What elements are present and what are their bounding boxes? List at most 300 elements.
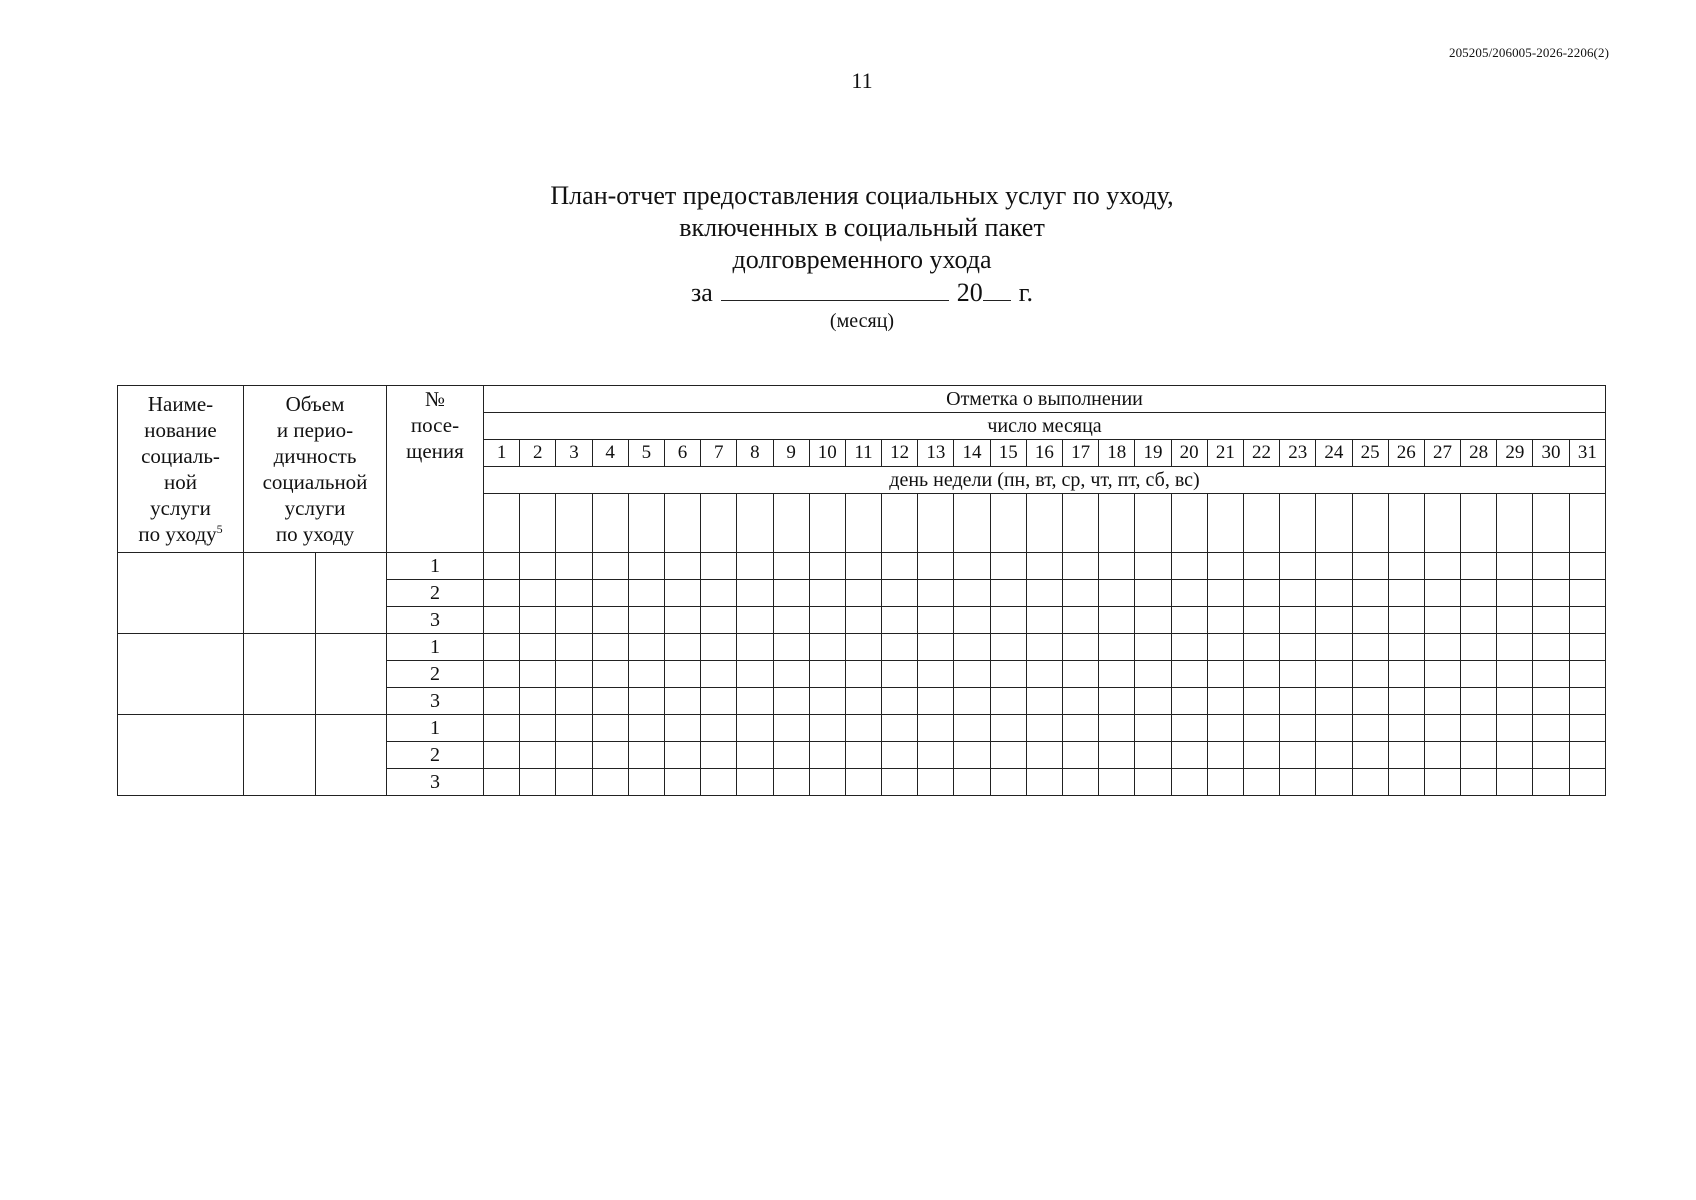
execution-mark-cell[interactable] <box>1207 634 1243 661</box>
execution-mark-cell[interactable] <box>1243 553 1279 580</box>
weekday-mark-cell[interactable] <box>1533 494 1569 553</box>
execution-mark-cell[interactable] <box>701 634 737 661</box>
execution-mark-cell[interactable] <box>1280 634 1316 661</box>
execution-mark-cell[interactable] <box>1135 661 1171 688</box>
weekday-mark-cell[interactable] <box>1207 494 1243 553</box>
execution-mark-cell[interactable] <box>1461 634 1497 661</box>
execution-mark-cell[interactable] <box>1497 715 1533 742</box>
execution-mark-cell[interactable] <box>1135 553 1171 580</box>
weekday-mark-cell[interactable] <box>737 494 773 553</box>
execution-mark-cell[interactable] <box>1461 688 1497 715</box>
execution-mark-cell[interactable] <box>954 661 990 688</box>
execution-mark-cell[interactable] <box>1099 553 1135 580</box>
year-blank-field[interactable] <box>983 276 1011 301</box>
execution-mark-cell[interactable] <box>773 715 809 742</box>
weekday-mark-cell[interactable] <box>990 494 1026 553</box>
execution-mark-cell[interactable] <box>1207 661 1243 688</box>
execution-mark-cell[interactable] <box>1388 661 1424 688</box>
execution-mark-cell[interactable] <box>882 715 918 742</box>
execution-mark-cell[interactable] <box>1280 607 1316 634</box>
execution-mark-cell[interactable] <box>882 553 918 580</box>
execution-mark-cell[interactable] <box>1099 634 1135 661</box>
execution-mark-cell[interactable] <box>1207 742 1243 769</box>
execution-mark-cell[interactable] <box>1243 661 1279 688</box>
execution-mark-cell[interactable] <box>737 580 773 607</box>
execution-mark-cell[interactable] <box>592 742 628 769</box>
execution-mark-cell[interactable] <box>1352 742 1388 769</box>
execution-mark-cell[interactable] <box>1280 715 1316 742</box>
execution-mark-cell[interactable] <box>484 742 520 769</box>
execution-mark-cell[interactable] <box>1352 634 1388 661</box>
execution-mark-cell[interactable] <box>1569 742 1605 769</box>
execution-mark-cell[interactable] <box>1063 553 1099 580</box>
execution-mark-cell[interactable] <box>592 634 628 661</box>
execution-mark-cell[interactable] <box>845 580 881 607</box>
execution-mark-cell[interactable] <box>1388 634 1424 661</box>
execution-mark-cell[interactable] <box>701 742 737 769</box>
execution-mark-cell[interactable] <box>520 769 556 796</box>
execution-mark-cell[interactable] <box>556 607 592 634</box>
execution-mark-cell[interactable] <box>1026 715 1062 742</box>
execution-mark-cell[interactable] <box>701 553 737 580</box>
execution-mark-cell[interactable] <box>1063 769 1099 796</box>
weekday-mark-cell[interactable] <box>1280 494 1316 553</box>
execution-mark-cell[interactable] <box>1461 580 1497 607</box>
execution-mark-cell[interactable] <box>1063 607 1099 634</box>
execution-mark-cell[interactable] <box>845 607 881 634</box>
weekday-mark-cell[interactable] <box>484 494 520 553</box>
execution-mark-cell[interactable] <box>701 661 737 688</box>
execution-mark-cell[interactable] <box>1461 607 1497 634</box>
execution-mark-cell[interactable] <box>1063 742 1099 769</box>
execution-mark-cell[interactable] <box>1280 742 1316 769</box>
execution-mark-cell[interactable] <box>882 661 918 688</box>
execution-mark-cell[interactable] <box>990 553 1026 580</box>
execution-mark-cell[interactable] <box>1171 688 1207 715</box>
execution-mark-cell[interactable] <box>1280 661 1316 688</box>
execution-mark-cell[interactable] <box>1099 715 1135 742</box>
execution-mark-cell[interactable] <box>1424 715 1460 742</box>
execution-mark-cell[interactable] <box>918 715 954 742</box>
execution-mark-cell[interactable] <box>1243 634 1279 661</box>
execution-mark-cell[interactable] <box>592 769 628 796</box>
weekday-mark-cell[interactable] <box>1352 494 1388 553</box>
service-periodicity-cell[interactable] <box>316 553 387 634</box>
execution-mark-cell[interactable] <box>484 580 520 607</box>
execution-mark-cell[interactable] <box>1497 769 1533 796</box>
execution-mark-cell[interactable] <box>918 580 954 607</box>
execution-mark-cell[interactable] <box>1497 661 1533 688</box>
weekday-mark-cell[interactable] <box>592 494 628 553</box>
execution-mark-cell[interactable] <box>1243 715 1279 742</box>
execution-mark-cell[interactable] <box>701 607 737 634</box>
execution-mark-cell[interactable] <box>1243 688 1279 715</box>
execution-mark-cell[interactable] <box>845 661 881 688</box>
execution-mark-cell[interactable] <box>882 688 918 715</box>
execution-mark-cell[interactable] <box>809 580 845 607</box>
execution-mark-cell[interactable] <box>809 553 845 580</box>
execution-mark-cell[interactable] <box>1171 553 1207 580</box>
execution-mark-cell[interactable] <box>882 742 918 769</box>
execution-mark-cell[interactable] <box>1171 580 1207 607</box>
execution-mark-cell[interactable] <box>954 634 990 661</box>
execution-mark-cell[interactable] <box>737 553 773 580</box>
execution-mark-cell[interactable] <box>954 688 990 715</box>
execution-mark-cell[interactable] <box>1461 553 1497 580</box>
execution-mark-cell[interactable] <box>918 553 954 580</box>
execution-mark-cell[interactable] <box>556 769 592 796</box>
execution-mark-cell[interactable] <box>1207 553 1243 580</box>
weekday-mark-cell[interactable] <box>1243 494 1279 553</box>
execution-mark-cell[interactable] <box>1063 661 1099 688</box>
execution-mark-cell[interactable] <box>918 607 954 634</box>
execution-mark-cell[interactable] <box>484 634 520 661</box>
execution-mark-cell[interactable] <box>1243 742 1279 769</box>
execution-mark-cell[interactable] <box>1207 769 1243 796</box>
execution-mark-cell[interactable] <box>1352 661 1388 688</box>
execution-mark-cell[interactable] <box>1063 634 1099 661</box>
execution-mark-cell[interactable] <box>773 553 809 580</box>
execution-mark-cell[interactable] <box>809 607 845 634</box>
execution-mark-cell[interactable] <box>1533 688 1569 715</box>
service-name-cell[interactable] <box>118 634 244 715</box>
weekday-mark-cell[interactable] <box>556 494 592 553</box>
execution-mark-cell[interactable] <box>664 742 700 769</box>
execution-mark-cell[interactable] <box>664 607 700 634</box>
weekday-mark-cell[interactable] <box>1497 494 1533 553</box>
execution-mark-cell[interactable] <box>1352 553 1388 580</box>
service-periodicity-cell[interactable] <box>316 634 387 715</box>
execution-mark-cell[interactable] <box>773 742 809 769</box>
execution-mark-cell[interactable] <box>882 634 918 661</box>
execution-mark-cell[interactable] <box>592 553 628 580</box>
execution-mark-cell[interactable] <box>737 661 773 688</box>
execution-mark-cell[interactable] <box>1243 580 1279 607</box>
execution-mark-cell[interactable] <box>628 688 664 715</box>
execution-mark-cell[interactable] <box>1243 607 1279 634</box>
weekday-mark-cell[interactable] <box>882 494 918 553</box>
execution-mark-cell[interactable] <box>628 661 664 688</box>
execution-mark-cell[interactable] <box>1171 769 1207 796</box>
execution-mark-cell[interactable] <box>1135 607 1171 634</box>
execution-mark-cell[interactable] <box>1026 634 1062 661</box>
execution-mark-cell[interactable] <box>1388 742 1424 769</box>
execution-mark-cell[interactable] <box>1316 634 1352 661</box>
execution-mark-cell[interactable] <box>1135 634 1171 661</box>
execution-mark-cell[interactable] <box>1424 553 1460 580</box>
execution-mark-cell[interactable] <box>1280 580 1316 607</box>
execution-mark-cell[interactable] <box>628 715 664 742</box>
execution-mark-cell[interactable] <box>990 715 1026 742</box>
execution-mark-cell[interactable] <box>1099 769 1135 796</box>
execution-mark-cell[interactable] <box>1171 715 1207 742</box>
execution-mark-cell[interactable] <box>1497 553 1533 580</box>
execution-mark-cell[interactable] <box>592 580 628 607</box>
execution-mark-cell[interactable] <box>773 607 809 634</box>
execution-mark-cell[interactable] <box>1207 607 1243 634</box>
execution-mark-cell[interactable] <box>1171 661 1207 688</box>
execution-mark-cell[interactable] <box>556 688 592 715</box>
execution-mark-cell[interactable] <box>1569 715 1605 742</box>
execution-mark-cell[interactable] <box>1207 580 1243 607</box>
execution-mark-cell[interactable] <box>1533 661 1569 688</box>
execution-mark-cell[interactable] <box>1099 580 1135 607</box>
execution-mark-cell[interactable] <box>1461 715 1497 742</box>
execution-mark-cell[interactable] <box>1569 580 1605 607</box>
execution-mark-cell[interactable] <box>809 661 845 688</box>
weekday-mark-cell[interactable] <box>1063 494 1099 553</box>
execution-mark-cell[interactable] <box>701 769 737 796</box>
execution-mark-cell[interactable] <box>484 715 520 742</box>
execution-mark-cell[interactable] <box>664 553 700 580</box>
execution-mark-cell[interactable] <box>1352 688 1388 715</box>
execution-mark-cell[interactable] <box>954 553 990 580</box>
execution-mark-cell[interactable] <box>556 580 592 607</box>
execution-mark-cell[interactable] <box>773 634 809 661</box>
execution-mark-cell[interactable] <box>1316 715 1352 742</box>
execution-mark-cell[interactable] <box>737 769 773 796</box>
execution-mark-cell[interactable] <box>1569 607 1605 634</box>
execution-mark-cell[interactable] <box>1352 769 1388 796</box>
execution-mark-cell[interactable] <box>882 607 918 634</box>
execution-mark-cell[interactable] <box>809 769 845 796</box>
execution-mark-cell[interactable] <box>954 769 990 796</box>
execution-mark-cell[interactable] <box>1497 580 1533 607</box>
weekday-mark-cell[interactable] <box>1135 494 1171 553</box>
month-blank-field[interactable] <box>721 276 949 301</box>
execution-mark-cell[interactable] <box>1026 661 1062 688</box>
execution-mark-cell[interactable] <box>628 607 664 634</box>
weekday-mark-cell[interactable] <box>520 494 556 553</box>
execution-mark-cell[interactable] <box>592 715 628 742</box>
execution-mark-cell[interactable] <box>918 742 954 769</box>
execution-mark-cell[interactable] <box>1207 688 1243 715</box>
execution-mark-cell[interactable] <box>1388 715 1424 742</box>
execution-mark-cell[interactable] <box>701 715 737 742</box>
execution-mark-cell[interactable] <box>809 715 845 742</box>
execution-mark-cell[interactable] <box>1352 607 1388 634</box>
execution-mark-cell[interactable] <box>1533 607 1569 634</box>
weekday-mark-cell[interactable] <box>1316 494 1352 553</box>
execution-mark-cell[interactable] <box>520 553 556 580</box>
execution-mark-cell[interactable] <box>1424 688 1460 715</box>
execution-mark-cell[interactable] <box>954 607 990 634</box>
execution-mark-cell[interactable] <box>990 769 1026 796</box>
execution-mark-cell[interactable] <box>1316 688 1352 715</box>
execution-mark-cell[interactable] <box>1135 742 1171 769</box>
execution-mark-cell[interactable] <box>737 715 773 742</box>
execution-mark-cell[interactable] <box>520 634 556 661</box>
execution-mark-cell[interactable] <box>1533 715 1569 742</box>
execution-mark-cell[interactable] <box>918 661 954 688</box>
execution-mark-cell[interactable] <box>556 634 592 661</box>
execution-mark-cell[interactable] <box>556 553 592 580</box>
execution-mark-cell[interactable] <box>1316 553 1352 580</box>
execution-mark-cell[interactable] <box>1280 769 1316 796</box>
execution-mark-cell[interactable] <box>1026 688 1062 715</box>
execution-mark-cell[interactable] <box>1569 688 1605 715</box>
execution-mark-cell[interactable] <box>918 769 954 796</box>
execution-mark-cell[interactable] <box>664 580 700 607</box>
execution-mark-cell[interactable] <box>1388 553 1424 580</box>
execution-mark-cell[interactable] <box>845 553 881 580</box>
execution-mark-cell[interactable] <box>1026 742 1062 769</box>
weekday-mark-cell[interactable] <box>1388 494 1424 553</box>
weekday-mark-cell[interactable] <box>664 494 700 553</box>
execution-mark-cell[interactable] <box>1063 715 1099 742</box>
weekday-mark-cell[interactable] <box>1461 494 1497 553</box>
execution-mark-cell[interactable] <box>664 634 700 661</box>
execution-mark-cell[interactable] <box>556 661 592 688</box>
execution-mark-cell[interactable] <box>1424 607 1460 634</box>
execution-mark-cell[interactable] <box>520 715 556 742</box>
execution-mark-cell[interactable] <box>773 661 809 688</box>
execution-mark-cell[interactable] <box>520 580 556 607</box>
execution-mark-cell[interactable] <box>1026 769 1062 796</box>
execution-mark-cell[interactable] <box>809 688 845 715</box>
execution-mark-cell[interactable] <box>1533 580 1569 607</box>
execution-mark-cell[interactable] <box>1497 634 1533 661</box>
execution-mark-cell[interactable] <box>1461 769 1497 796</box>
execution-mark-cell[interactable] <box>556 715 592 742</box>
execution-mark-cell[interactable] <box>1135 769 1171 796</box>
execution-mark-cell[interactable] <box>1099 661 1135 688</box>
weekday-mark-cell[interactable] <box>1171 494 1207 553</box>
execution-mark-cell[interactable] <box>1135 580 1171 607</box>
execution-mark-cell[interactable] <box>1533 634 1569 661</box>
execution-mark-cell[interactable] <box>845 742 881 769</box>
execution-mark-cell[interactable] <box>918 688 954 715</box>
execution-mark-cell[interactable] <box>845 715 881 742</box>
execution-mark-cell[interactable] <box>520 607 556 634</box>
execution-mark-cell[interactable] <box>809 634 845 661</box>
execution-mark-cell[interactable] <box>484 553 520 580</box>
service-volume-cell[interactable] <box>244 634 316 715</box>
execution-mark-cell[interactable] <box>1171 742 1207 769</box>
execution-mark-cell[interactable] <box>1316 769 1352 796</box>
execution-mark-cell[interactable] <box>1171 607 1207 634</box>
execution-mark-cell[interactable] <box>1135 688 1171 715</box>
execution-mark-cell[interactable] <box>1497 688 1533 715</box>
execution-mark-cell[interactable] <box>773 580 809 607</box>
execution-mark-cell[interactable] <box>664 688 700 715</box>
execution-mark-cell[interactable] <box>1063 688 1099 715</box>
execution-mark-cell[interactable] <box>664 715 700 742</box>
execution-mark-cell[interactable] <box>737 688 773 715</box>
execution-mark-cell[interactable] <box>845 634 881 661</box>
execution-mark-cell[interactable] <box>882 769 918 796</box>
execution-mark-cell[interactable] <box>1316 607 1352 634</box>
execution-mark-cell[interactable] <box>1207 715 1243 742</box>
execution-mark-cell[interactable] <box>1424 742 1460 769</box>
execution-mark-cell[interactable] <box>1569 661 1605 688</box>
execution-mark-cell[interactable] <box>1026 580 1062 607</box>
execution-mark-cell[interactable] <box>737 742 773 769</box>
execution-mark-cell[interactable] <box>520 742 556 769</box>
execution-mark-cell[interactable] <box>809 742 845 769</box>
weekday-mark-cell[interactable] <box>954 494 990 553</box>
execution-mark-cell[interactable] <box>520 661 556 688</box>
weekday-mark-cell[interactable] <box>1099 494 1135 553</box>
service-periodicity-cell[interactable] <box>316 715 387 796</box>
execution-mark-cell[interactable] <box>990 607 1026 634</box>
execution-mark-cell[interactable] <box>954 715 990 742</box>
execution-mark-cell[interactable] <box>520 688 556 715</box>
service-name-cell[interactable] <box>118 715 244 796</box>
execution-mark-cell[interactable] <box>701 688 737 715</box>
execution-mark-cell[interactable] <box>990 742 1026 769</box>
execution-mark-cell[interactable] <box>1026 553 1062 580</box>
execution-mark-cell[interactable] <box>1135 715 1171 742</box>
weekday-mark-cell[interactable] <box>1569 494 1605 553</box>
execution-mark-cell[interactable] <box>773 688 809 715</box>
execution-mark-cell[interactable] <box>1533 553 1569 580</box>
execution-mark-cell[interactable] <box>1497 607 1533 634</box>
execution-mark-cell[interactable] <box>1280 688 1316 715</box>
execution-mark-cell[interactable] <box>556 742 592 769</box>
execution-mark-cell[interactable] <box>484 661 520 688</box>
execution-mark-cell[interactable] <box>664 661 700 688</box>
execution-mark-cell[interactable] <box>628 634 664 661</box>
execution-mark-cell[interactable] <box>484 688 520 715</box>
execution-mark-cell[interactable] <box>1424 580 1460 607</box>
execution-mark-cell[interactable] <box>1533 769 1569 796</box>
weekday-mark-cell[interactable] <box>845 494 881 553</box>
execution-mark-cell[interactable] <box>773 769 809 796</box>
execution-mark-cell[interactable] <box>1280 553 1316 580</box>
execution-mark-cell[interactable] <box>484 769 520 796</box>
execution-mark-cell[interactable] <box>664 769 700 796</box>
execution-mark-cell[interactable] <box>1099 607 1135 634</box>
execution-mark-cell[interactable] <box>1026 607 1062 634</box>
execution-mark-cell[interactable] <box>990 580 1026 607</box>
execution-mark-cell[interactable] <box>592 607 628 634</box>
weekday-mark-cell[interactable] <box>918 494 954 553</box>
service-volume-cell[interactable] <box>244 715 316 796</box>
weekday-mark-cell[interactable] <box>1026 494 1062 553</box>
weekday-mark-cell[interactable] <box>701 494 737 553</box>
execution-mark-cell[interactable] <box>1424 661 1460 688</box>
execution-mark-cell[interactable] <box>628 742 664 769</box>
weekday-mark-cell[interactable] <box>1424 494 1460 553</box>
execution-mark-cell[interactable] <box>628 580 664 607</box>
execution-mark-cell[interactable] <box>1388 688 1424 715</box>
execution-mark-cell[interactable] <box>990 634 1026 661</box>
execution-mark-cell[interactable] <box>628 769 664 796</box>
execution-mark-cell[interactable] <box>1424 634 1460 661</box>
execution-mark-cell[interactable] <box>1099 742 1135 769</box>
execution-mark-cell[interactable] <box>1569 634 1605 661</box>
execution-mark-cell[interactable] <box>1569 553 1605 580</box>
execution-mark-cell[interactable] <box>990 688 1026 715</box>
execution-mark-cell[interactable] <box>990 661 1026 688</box>
execution-mark-cell[interactable] <box>484 607 520 634</box>
execution-mark-cell[interactable] <box>954 580 990 607</box>
execution-mark-cell[interactable] <box>1316 661 1352 688</box>
execution-mark-cell[interactable] <box>1352 580 1388 607</box>
execution-mark-cell[interactable] <box>1171 634 1207 661</box>
execution-mark-cell[interactable] <box>1352 715 1388 742</box>
execution-mark-cell[interactable] <box>1497 742 1533 769</box>
execution-mark-cell[interactable] <box>1316 580 1352 607</box>
execution-mark-cell[interactable] <box>845 769 881 796</box>
execution-mark-cell[interactable] <box>1388 607 1424 634</box>
execution-mark-cell[interactable] <box>845 688 881 715</box>
execution-mark-cell[interactable] <box>628 553 664 580</box>
execution-mark-cell[interactable] <box>1569 769 1605 796</box>
execution-mark-cell[interactable] <box>1063 580 1099 607</box>
execution-mark-cell[interactable] <box>737 634 773 661</box>
